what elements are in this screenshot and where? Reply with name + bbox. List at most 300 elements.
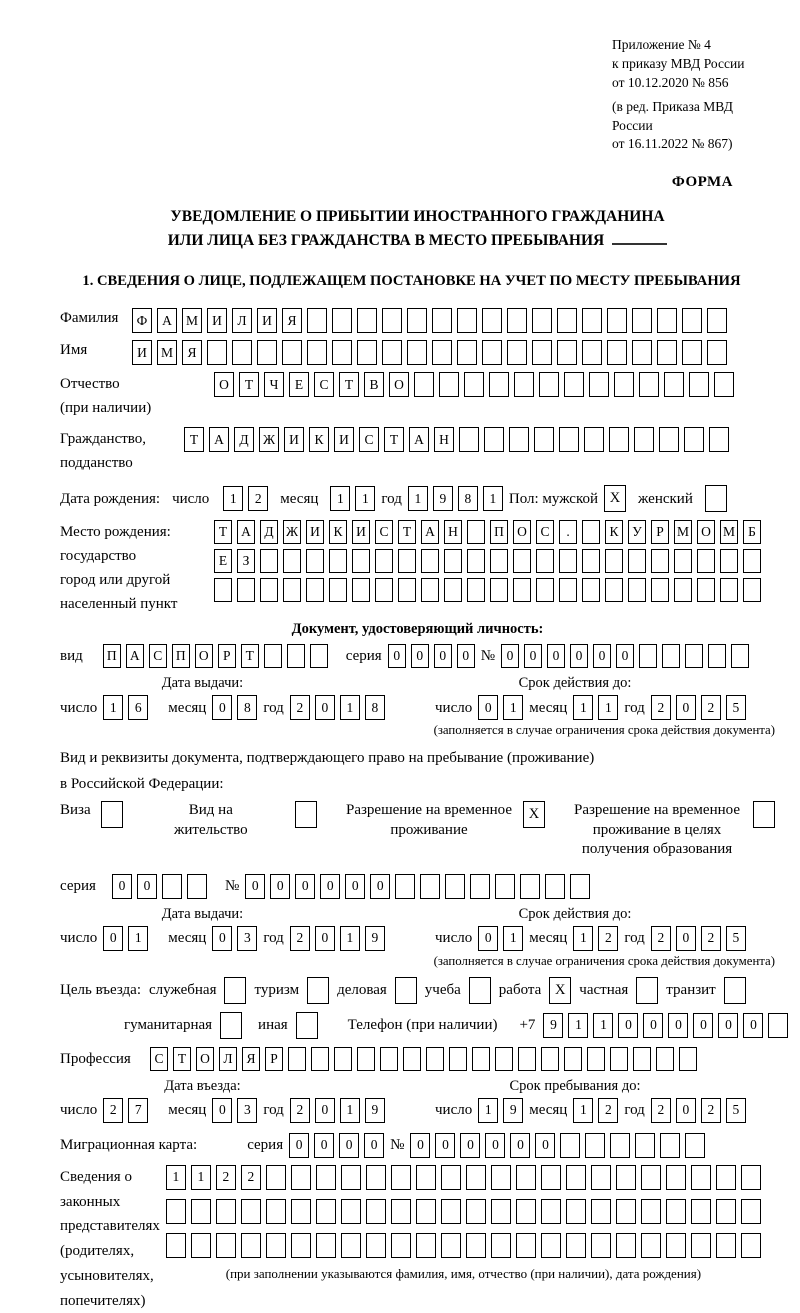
form-cell[interactable] xyxy=(520,874,540,899)
form-cell[interactable]: И xyxy=(207,308,227,333)
form-cell[interactable]: 3 xyxy=(237,926,257,951)
form-cell[interactable] xyxy=(591,1233,611,1258)
form-cell[interactable] xyxy=(641,1165,661,1190)
form-cell[interactable] xyxy=(260,578,278,602)
form-cell[interactable] xyxy=(743,549,761,573)
form-cell[interactable]: А xyxy=(421,520,439,544)
form-cell[interactable] xyxy=(414,372,434,397)
form-cell[interactable] xyxy=(444,549,462,573)
form-cell[interactable] xyxy=(539,372,559,397)
form-cell[interactable] xyxy=(659,427,679,452)
form-cell[interactable]: 0 xyxy=(289,1133,309,1158)
form-cell[interactable]: 0 xyxy=(212,1098,232,1123)
form-cell[interactable]: И xyxy=(132,340,152,365)
form-cell[interactable]: 1 xyxy=(478,1098,498,1123)
form-cell[interactable]: Т xyxy=(239,372,259,397)
form-cell[interactable]: 0 xyxy=(435,1133,455,1158)
form-cell[interactable]: 0 xyxy=(593,644,611,668)
form-cell[interactable]: 0 xyxy=(270,874,290,899)
form-cell[interactable] xyxy=(589,372,609,397)
form-cell[interactable]: С xyxy=(150,1047,168,1071)
form-cell[interactable] xyxy=(357,1047,375,1071)
form-cell[interactable]: 2 xyxy=(290,926,310,951)
form-cell[interactable]: 0 xyxy=(364,1133,384,1158)
form-cell[interactable] xyxy=(264,644,282,668)
form-cell[interactable]: Т xyxy=(384,427,404,452)
form-cell[interactable]: 0 xyxy=(618,1013,638,1038)
form-cell[interactable]: 0 xyxy=(570,644,588,668)
form-cell[interactable] xyxy=(720,578,738,602)
form-cell[interactable]: Р xyxy=(265,1047,283,1071)
form-cell[interactable] xyxy=(472,1047,490,1071)
form-cell[interactable] xyxy=(162,874,182,899)
form-cell[interactable] xyxy=(380,1047,398,1071)
form-cell[interactable]: Я xyxy=(282,308,302,333)
form-cell[interactable] xyxy=(691,1199,711,1224)
form-cell[interactable] xyxy=(491,1165,511,1190)
purpose-official-checkbox[interactable] xyxy=(224,977,246,1004)
form-cell[interactable]: 0 xyxy=(245,874,265,899)
form-cell[interactable]: О xyxy=(214,372,234,397)
form-cell[interactable]: 2 xyxy=(701,926,721,951)
form-cell[interactable] xyxy=(657,308,677,333)
form-cell[interactable] xyxy=(651,578,669,602)
form-cell[interactable]: Н xyxy=(434,427,454,452)
form-cell[interactable] xyxy=(707,308,727,333)
form-cell[interactable]: 2 xyxy=(290,695,310,720)
form-cell[interactable] xyxy=(566,1165,586,1190)
form-cell[interactable] xyxy=(391,1199,411,1224)
form-cell[interactable] xyxy=(651,549,669,573)
form-cell[interactable] xyxy=(341,1165,361,1190)
form-cell[interactable]: И xyxy=(352,520,370,544)
form-cell[interactable]: 0 xyxy=(460,1133,480,1158)
form-cell[interactable] xyxy=(426,1047,444,1071)
form-cell[interactable] xyxy=(582,578,600,602)
form-cell[interactable]: Д xyxy=(234,427,254,452)
form-cell[interactable]: 1 xyxy=(340,926,360,951)
form-cell[interactable] xyxy=(674,578,692,602)
form-cell[interactable] xyxy=(628,578,646,602)
form-cell[interactable]: 0 xyxy=(388,644,406,668)
form-cell[interactable] xyxy=(444,578,462,602)
form-cell[interactable]: Я xyxy=(242,1047,260,1071)
temporary-residence-checkbox[interactable]: X xyxy=(523,801,545,828)
form-cell[interactable]: О xyxy=(697,520,715,544)
form-cell[interactable] xyxy=(664,372,684,397)
form-cell[interactable]: М xyxy=(720,520,738,544)
form-cell[interactable] xyxy=(260,549,278,573)
form-cell[interactable] xyxy=(241,1199,261,1224)
form-cell[interactable] xyxy=(291,1233,311,1258)
form-cell[interactable] xyxy=(628,549,646,573)
purpose-humanitarian-checkbox[interactable] xyxy=(220,1012,242,1039)
form-cell[interactable] xyxy=(697,549,715,573)
form-cell[interactable] xyxy=(482,340,502,365)
form-cell[interactable] xyxy=(445,874,465,899)
form-cell[interactable]: 1 xyxy=(223,486,243,511)
form-cell[interactable] xyxy=(398,549,416,573)
form-cell[interactable] xyxy=(685,644,703,668)
form-cell[interactable] xyxy=(560,1133,580,1158)
form-cell[interactable] xyxy=(464,372,484,397)
form-cell[interactable]: К xyxy=(329,520,347,544)
form-cell[interactable] xyxy=(591,1165,611,1190)
form-cell[interactable]: 2 xyxy=(701,695,721,720)
form-cell[interactable] xyxy=(685,1133,705,1158)
purpose-private-checkbox[interactable] xyxy=(636,977,658,1004)
form-cell[interactable] xyxy=(266,1165,286,1190)
form-cell[interactable] xyxy=(616,1233,636,1258)
form-cell[interactable] xyxy=(513,549,531,573)
form-cell[interactable] xyxy=(329,578,347,602)
form-cell[interactable] xyxy=(187,874,207,899)
form-cell[interactable] xyxy=(375,549,393,573)
form-cell[interactable] xyxy=(559,427,579,452)
form-cell[interactable]: 0 xyxy=(320,874,340,899)
form-cell[interactable] xyxy=(329,549,347,573)
form-cell[interactable]: 0 xyxy=(112,874,132,899)
form-cell[interactable]: 1 xyxy=(503,926,523,951)
temporary-residence-education-checkbox[interactable] xyxy=(753,801,775,828)
form-cell[interactable] xyxy=(545,874,565,899)
form-cell[interactable]: Л xyxy=(219,1047,237,1071)
form-cell[interactable] xyxy=(559,578,577,602)
form-cell[interactable]: Е xyxy=(289,372,309,397)
form-cell[interactable] xyxy=(282,340,302,365)
purpose-business-checkbox[interactable] xyxy=(395,977,417,1004)
form-cell[interactable] xyxy=(516,1233,536,1258)
form-cell[interactable] xyxy=(439,372,459,397)
form-cell[interactable] xyxy=(582,520,600,544)
form-cell[interactable]: 1 xyxy=(340,695,360,720)
form-cell[interactable] xyxy=(716,1233,736,1258)
form-cell[interactable] xyxy=(421,549,439,573)
form-cell[interactable] xyxy=(283,578,301,602)
form-cell[interactable] xyxy=(291,1165,311,1190)
form-cell[interactable]: 0 xyxy=(616,644,634,668)
residence-permit-checkbox[interactable] xyxy=(295,801,317,828)
form-cell[interactable] xyxy=(570,874,590,899)
form-cell[interactable]: 1 xyxy=(408,486,428,511)
form-cell[interactable]: 2 xyxy=(103,1098,123,1123)
form-cell[interactable]: 1 xyxy=(340,1098,360,1123)
form-cell[interactable] xyxy=(716,1199,736,1224)
form-cell[interactable]: 0 xyxy=(411,644,429,668)
form-cell[interactable]: 0 xyxy=(718,1013,738,1038)
form-cell[interactable]: М xyxy=(182,308,202,333)
form-cell[interactable]: 0 xyxy=(668,1013,688,1038)
form-cell[interactable] xyxy=(582,549,600,573)
form-cell[interactable] xyxy=(416,1165,436,1190)
form-cell[interactable] xyxy=(495,874,515,899)
purpose-other-checkbox[interactable] xyxy=(296,1012,318,1039)
form-cell[interactable] xyxy=(541,1165,561,1190)
form-cell[interactable] xyxy=(366,1165,386,1190)
form-cell[interactable]: И xyxy=(306,520,324,544)
form-cell[interactable] xyxy=(516,1199,536,1224)
form-cell[interactable]: 0 xyxy=(434,644,452,668)
form-cell[interactable] xyxy=(332,308,352,333)
form-cell[interactable] xyxy=(689,372,709,397)
form-cell[interactable] xyxy=(214,578,232,602)
form-cell[interactable] xyxy=(207,340,227,365)
form-cell[interactable] xyxy=(352,549,370,573)
form-cell[interactable]: 1 xyxy=(483,486,503,511)
form-cell[interactable]: П xyxy=(490,520,508,544)
form-cell[interactable]: 1 xyxy=(593,1013,613,1038)
form-cell[interactable]: 9 xyxy=(365,926,385,951)
form-cell[interactable] xyxy=(398,578,416,602)
form-cell[interactable]: С xyxy=(149,644,167,668)
form-cell[interactable]: 0 xyxy=(676,1098,696,1123)
form-cell[interactable] xyxy=(257,340,277,365)
form-cell[interactable]: С xyxy=(375,520,393,544)
form-cell[interactable] xyxy=(708,644,726,668)
form-cell[interactable]: Т xyxy=(214,520,232,544)
form-cell[interactable] xyxy=(582,308,602,333)
form-cell[interactable] xyxy=(382,308,402,333)
form-cell[interactable]: М xyxy=(674,520,692,544)
form-cell[interactable] xyxy=(709,427,729,452)
form-cell[interactable] xyxy=(514,372,534,397)
form-cell[interactable]: 8 xyxy=(458,486,478,511)
form-cell[interactable] xyxy=(407,308,427,333)
form-cell[interactable]: 1 xyxy=(128,926,148,951)
form-cell[interactable] xyxy=(382,340,402,365)
form-cell[interactable] xyxy=(605,578,623,602)
form-cell[interactable]: С xyxy=(359,427,379,452)
form-cell[interactable]: М xyxy=(157,340,177,365)
form-cell[interactable] xyxy=(467,578,485,602)
form-cell[interactable] xyxy=(357,340,377,365)
form-cell[interactable] xyxy=(391,1165,411,1190)
form-cell[interactable]: К xyxy=(605,520,623,544)
form-cell[interactable] xyxy=(341,1233,361,1258)
form-cell[interactable] xyxy=(516,1165,536,1190)
form-cell[interactable] xyxy=(420,874,440,899)
form-cell[interactable]: 0 xyxy=(524,644,542,668)
form-cell[interactable] xyxy=(609,427,629,452)
form-cell[interactable] xyxy=(656,1047,674,1071)
form-cell[interactable] xyxy=(288,1047,306,1071)
form-cell[interactable]: У xyxy=(628,520,646,544)
form-cell[interactable] xyxy=(639,372,659,397)
form-cell[interactable] xyxy=(241,1233,261,1258)
form-cell[interactable] xyxy=(467,520,485,544)
form-cell[interactable] xyxy=(682,340,702,365)
form-cell[interactable] xyxy=(166,1233,186,1258)
form-cell[interactable] xyxy=(491,1233,511,1258)
form-cell[interactable] xyxy=(216,1199,236,1224)
form-cell[interactable] xyxy=(691,1233,711,1258)
form-cell[interactable] xyxy=(375,578,393,602)
form-cell[interactable] xyxy=(657,340,677,365)
form-cell[interactable] xyxy=(311,1047,329,1071)
form-cell[interactable] xyxy=(513,578,531,602)
form-cell[interactable] xyxy=(697,578,715,602)
form-cell[interactable]: 9 xyxy=(543,1013,563,1038)
form-cell[interactable]: Н xyxy=(444,520,462,544)
form-cell[interactable] xyxy=(416,1233,436,1258)
form-cell[interactable] xyxy=(366,1233,386,1258)
form-cell[interactable]: 6 xyxy=(128,695,148,720)
form-cell[interactable] xyxy=(307,308,327,333)
form-cell[interactable] xyxy=(707,340,727,365)
form-cell[interactable]: О xyxy=(389,372,409,397)
form-cell[interactable]: 2 xyxy=(701,1098,721,1123)
form-cell[interactable] xyxy=(641,1233,661,1258)
form-cell[interactable]: 0 xyxy=(137,874,157,899)
form-cell[interactable]: 0 xyxy=(314,1133,334,1158)
form-cell[interactable]: Я xyxy=(182,340,202,365)
form-cell[interactable] xyxy=(509,427,529,452)
form-cell[interactable] xyxy=(266,1199,286,1224)
form-cell[interactable]: 2 xyxy=(598,1098,618,1123)
form-cell[interactable] xyxy=(466,1233,486,1258)
form-cell[interactable]: П xyxy=(103,644,121,668)
form-cell[interactable] xyxy=(616,1199,636,1224)
form-cell[interactable]: Р xyxy=(218,644,236,668)
form-cell[interactable]: С xyxy=(536,520,554,544)
form-cell[interactable]: 0 xyxy=(370,874,390,899)
form-cell[interactable] xyxy=(491,1199,511,1224)
form-cell[interactable] xyxy=(341,1199,361,1224)
form-cell[interactable] xyxy=(635,1133,655,1158)
form-cell[interactable]: А xyxy=(237,520,255,544)
form-cell[interactable] xyxy=(605,549,623,573)
form-cell[interactable] xyxy=(532,308,552,333)
form-cell[interactable] xyxy=(237,578,255,602)
form-cell[interactable]: 0 xyxy=(547,644,565,668)
form-cell[interactable] xyxy=(666,1165,686,1190)
form-cell[interactable]: 0 xyxy=(535,1133,555,1158)
form-cell[interactable]: 5 xyxy=(726,1098,746,1123)
form-cell[interactable]: П xyxy=(172,644,190,668)
form-cell[interactable] xyxy=(632,340,652,365)
form-cell[interactable] xyxy=(391,1233,411,1258)
form-cell[interactable] xyxy=(731,644,749,668)
form-cell[interactable] xyxy=(449,1047,467,1071)
form-cell[interactable] xyxy=(416,1199,436,1224)
form-cell[interactable]: В xyxy=(364,372,384,397)
form-cell[interactable] xyxy=(666,1233,686,1258)
form-cell[interactable] xyxy=(720,549,738,573)
form-cell[interactable] xyxy=(587,1047,605,1071)
form-cell[interactable] xyxy=(559,549,577,573)
form-cell[interactable]: 5 xyxy=(726,695,746,720)
form-cell[interactable] xyxy=(490,578,508,602)
form-cell[interactable]: О xyxy=(196,1047,214,1071)
form-cell[interactable]: 1 xyxy=(166,1165,186,1190)
form-cell[interactable]: К xyxy=(309,427,329,452)
form-cell[interactable] xyxy=(532,340,552,365)
female-checkbox[interactable] xyxy=(705,485,727,512)
form-cell[interactable]: 0 xyxy=(676,926,696,951)
form-cell[interactable]: 9 xyxy=(365,1098,385,1123)
form-cell[interactable] xyxy=(674,549,692,573)
form-cell[interactable] xyxy=(666,1199,686,1224)
form-cell[interactable]: 2 xyxy=(241,1165,261,1190)
form-cell[interactable]: Р xyxy=(651,520,669,544)
form-cell[interactable] xyxy=(557,340,577,365)
form-cell[interactable]: 8 xyxy=(237,695,257,720)
form-cell[interactable] xyxy=(607,308,627,333)
form-cell[interactable] xyxy=(768,1013,788,1038)
form-cell[interactable]: Т xyxy=(173,1047,191,1071)
form-cell[interactable]: 0 xyxy=(315,926,335,951)
form-cell[interactable] xyxy=(641,1199,661,1224)
form-cell[interactable] xyxy=(610,1133,630,1158)
form-cell[interactable] xyxy=(441,1199,461,1224)
form-cell[interactable]: Т xyxy=(241,644,259,668)
form-cell[interactable]: 1 xyxy=(573,926,593,951)
form-cell[interactable] xyxy=(352,578,370,602)
form-cell[interactable] xyxy=(484,427,504,452)
form-cell[interactable]: 0 xyxy=(510,1133,530,1158)
form-cell[interactable] xyxy=(334,1047,352,1071)
form-cell[interactable] xyxy=(741,1199,761,1224)
form-cell[interactable] xyxy=(682,308,702,333)
form-cell[interactable] xyxy=(191,1233,211,1258)
form-cell[interactable]: 0 xyxy=(478,926,498,951)
form-cell[interactable]: Ж xyxy=(283,520,301,544)
form-cell[interactable] xyxy=(716,1165,736,1190)
purpose-tourism-checkbox[interactable] xyxy=(307,977,329,1004)
form-cell[interactable]: 2 xyxy=(216,1165,236,1190)
form-cell[interactable] xyxy=(633,1047,651,1071)
form-cell[interactable]: 1 xyxy=(191,1165,211,1190)
visa-checkbox[interactable] xyxy=(101,801,123,828)
purpose-work-checkbox[interactable]: X xyxy=(549,977,571,1004)
form-cell[interactable] xyxy=(518,1047,536,1071)
form-cell[interactable] xyxy=(306,578,324,602)
form-cell[interactable] xyxy=(310,644,328,668)
form-cell[interactable]: 2 xyxy=(651,926,671,951)
form-cell[interactable]: 2 xyxy=(651,695,671,720)
form-cell[interactable]: 0 xyxy=(478,695,498,720)
form-cell[interactable]: 3 xyxy=(237,1098,257,1123)
form-cell[interactable] xyxy=(507,340,527,365)
form-cell[interactable]: 0 xyxy=(295,874,315,899)
form-cell[interactable]: И xyxy=(334,427,354,452)
form-cell[interactable]: Т xyxy=(339,372,359,397)
form-cell[interactable]: 0 xyxy=(212,926,232,951)
form-cell[interactable]: А xyxy=(157,308,177,333)
form-cell[interactable]: Ф xyxy=(132,308,152,333)
form-cell[interactable] xyxy=(541,1199,561,1224)
purpose-transit-checkbox[interactable] xyxy=(724,977,746,1004)
form-cell[interactable] xyxy=(470,874,490,899)
form-cell[interactable] xyxy=(541,1233,561,1258)
form-cell[interactable]: Д xyxy=(260,520,278,544)
form-cell[interactable]: 2 xyxy=(290,1098,310,1123)
form-cell[interactable] xyxy=(403,1047,421,1071)
form-cell[interactable]: И xyxy=(284,427,304,452)
form-cell[interactable] xyxy=(585,1133,605,1158)
form-cell[interactable] xyxy=(316,1165,336,1190)
form-cell[interactable] xyxy=(557,308,577,333)
form-cell[interactable] xyxy=(441,1233,461,1258)
form-cell[interactable] xyxy=(591,1199,611,1224)
form-cell[interactable] xyxy=(432,308,452,333)
form-cell[interactable]: 1 xyxy=(568,1013,588,1038)
form-cell[interactable] xyxy=(457,308,477,333)
form-cell[interactable]: 0 xyxy=(315,1098,335,1123)
form-cell[interactable] xyxy=(166,1199,186,1224)
form-cell[interactable] xyxy=(366,1199,386,1224)
form-cell[interactable]: Т xyxy=(398,520,416,544)
